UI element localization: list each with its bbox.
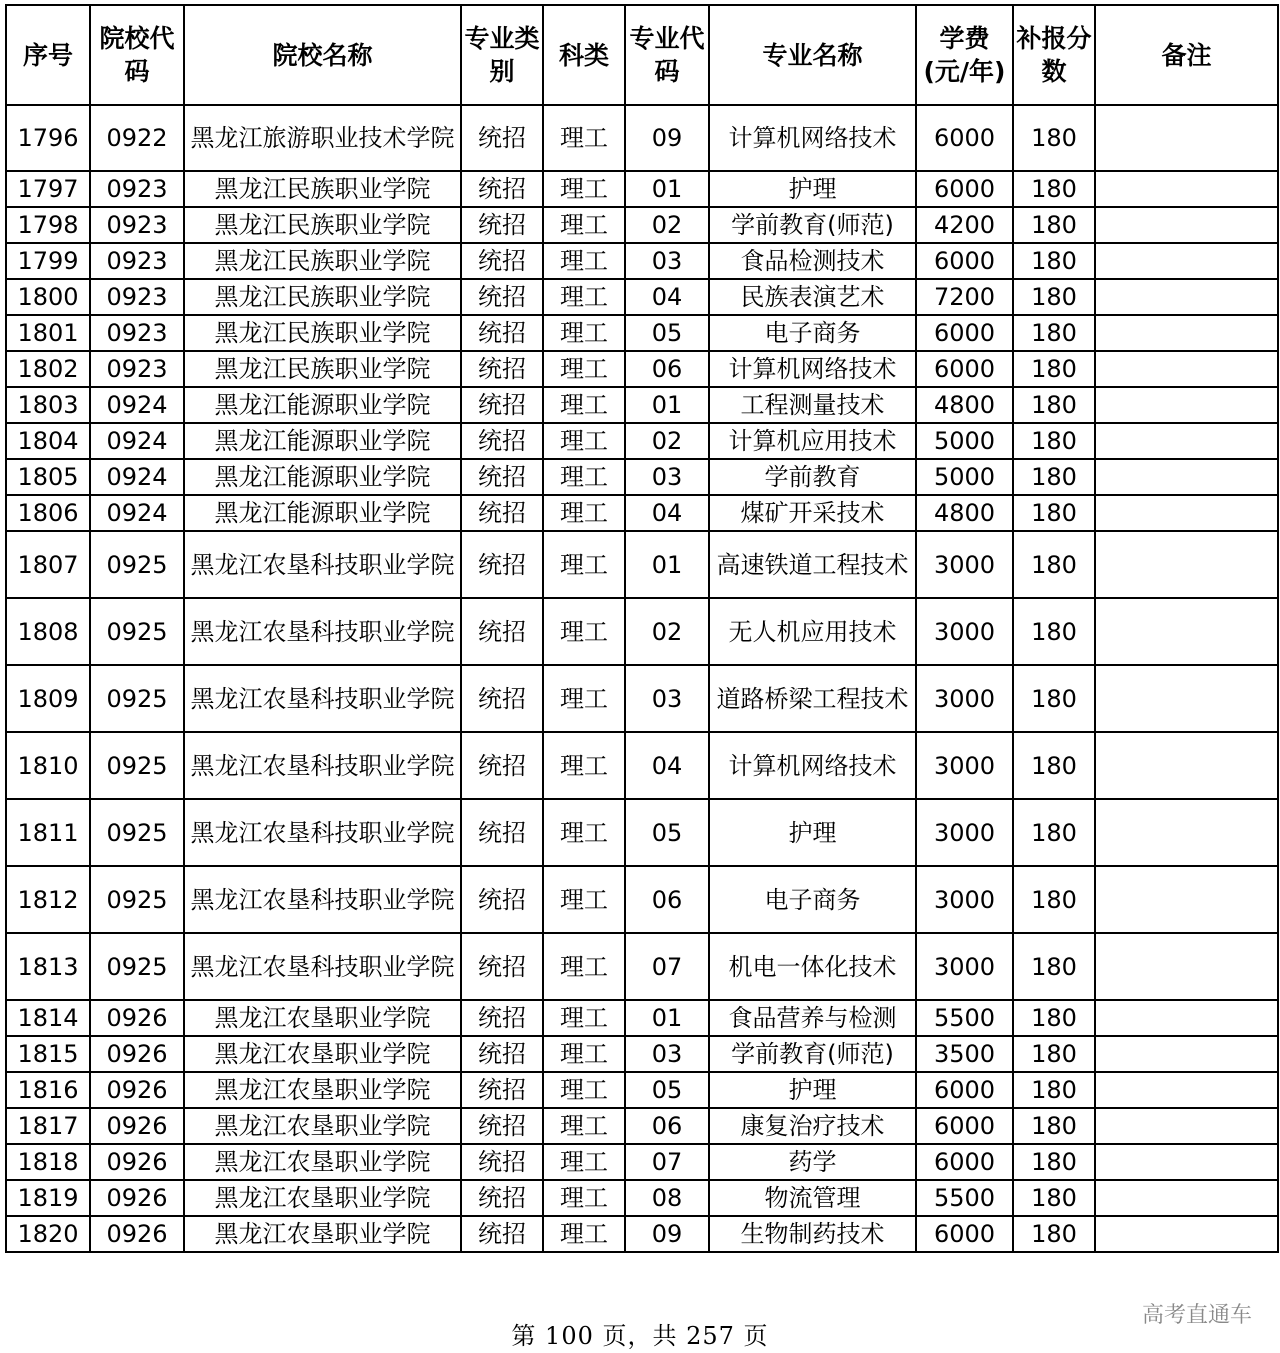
cell-remarks: [1095, 207, 1278, 243]
cell-major-code: 07: [625, 933, 709, 1000]
header-major-type: 专业类别: [461, 5, 543, 105]
cell-major-code: 01: [625, 387, 709, 423]
cell-tuition: 6000: [916, 1072, 1013, 1108]
cell-school-code: 0926: [90, 1180, 184, 1216]
header-school-name: 院校名称: [184, 5, 461, 105]
cell-seq: 1804: [6, 423, 90, 459]
table-row: [6, 531, 1278, 598]
cell-score: 180: [1013, 866, 1095, 933]
cell-category: 理工: [543, 171, 625, 207]
cell-seq: 1796: [6, 105, 90, 171]
cell-major-type: 统招: [461, 171, 543, 207]
cell-school-name: 黑龙江农垦科技职业学院: [184, 732, 461, 799]
cell-category: 理工: [543, 1108, 625, 1144]
cell-category: 理工: [543, 495, 625, 531]
cell-major-code: 04: [625, 495, 709, 531]
cell-seq: 1808: [6, 598, 90, 665]
cell-school-code: 0924: [90, 495, 184, 531]
cell-category: 理工: [543, 1000, 625, 1036]
cell-remarks: [1095, 531, 1278, 598]
cell-major-code: 04: [625, 732, 709, 799]
cell-school-name: 黑龙江民族职业学院: [184, 171, 461, 207]
table-row: [6, 866, 1278, 933]
cell-category: 理工: [543, 1144, 625, 1180]
cell-major-type: 统招: [461, 387, 543, 423]
cell-major-name: 计算机网络技术: [709, 732, 916, 799]
cell-school-code: 0925: [90, 799, 184, 866]
cell-school-code: 0925: [90, 933, 184, 1000]
cell-tuition: 6000: [916, 315, 1013, 351]
cell-score: 180: [1013, 495, 1095, 531]
table-row: [6, 1072, 1278, 1108]
cell-tuition: 3000: [916, 799, 1013, 866]
cell-remarks: [1095, 423, 1278, 459]
cell-school-name: 黑龙江农垦科技职业学院: [184, 933, 461, 1000]
page-number: 第 100 页，共 257 页: [511, 1322, 769, 1350]
cell-tuition: 7200: [916, 279, 1013, 315]
cell-school-name: 黑龙江农垦科技职业学院: [184, 531, 461, 598]
cell-score: 180: [1013, 1036, 1095, 1072]
cell-score: 180: [1013, 243, 1095, 279]
table-row: [6, 1108, 1278, 1144]
table-row: [6, 1144, 1278, 1180]
header-tuition: 学费(元/年): [916, 5, 1013, 105]
table-row: [6, 1180, 1278, 1216]
cell-tuition: 3000: [916, 598, 1013, 665]
cell-major-code: 04: [625, 279, 709, 315]
cell-school-code: 0925: [90, 732, 184, 799]
cell-school-name: 黑龙江农垦科技职业学院: [184, 665, 461, 732]
cell-tuition: 6000: [916, 1144, 1013, 1180]
table-row: [6, 315, 1278, 351]
cell-tuition: 6000: [916, 351, 1013, 387]
cell-tuition: 3000: [916, 933, 1013, 1000]
cell-major-name: 学前教育(师范): [709, 207, 916, 243]
cell-school-name: 黑龙江能源职业学院: [184, 459, 461, 495]
cell-school-code: 0926: [90, 1216, 184, 1252]
cell-score: 180: [1013, 665, 1095, 732]
table-row: [6, 1036, 1278, 1072]
cell-remarks: [1095, 732, 1278, 799]
cell-major-code: 05: [625, 799, 709, 866]
cell-category: 理工: [543, 1180, 625, 1216]
cell-tuition: 3000: [916, 732, 1013, 799]
cell-seq: 1814: [6, 1000, 90, 1036]
cell-school-code: 0926: [90, 1072, 184, 1108]
cell-major-name: 工程测量技术: [709, 387, 916, 423]
cell-major-type: 统招: [461, 732, 543, 799]
cell-category: 理工: [543, 665, 625, 732]
cell-seq: 1818: [6, 1144, 90, 1180]
cell-tuition: 3000: [916, 665, 1013, 732]
cell-score: 180: [1013, 351, 1095, 387]
cell-school-code: 0925: [90, 531, 184, 598]
cell-major-name: 药学: [709, 1144, 916, 1180]
cell-score: 180: [1013, 531, 1095, 598]
cell-major-type: 统招: [461, 598, 543, 665]
cell-category: 理工: [543, 387, 625, 423]
cell-seq: 1815: [6, 1036, 90, 1072]
cell-seq: 1820: [6, 1216, 90, 1252]
cell-major-name: 道路桥梁工程技术: [709, 665, 916, 732]
table-row: [6, 459, 1278, 495]
cell-tuition: 5500: [916, 1180, 1013, 1216]
cell-major-type: 统招: [461, 1108, 543, 1144]
cell-major-name: 学前教育(师范): [709, 1036, 916, 1072]
cell-major-name: 食品营养与检测: [709, 1000, 916, 1036]
header-major-name: 专业名称: [709, 5, 916, 105]
cell-major-name: 电子商务: [709, 315, 916, 351]
cell-remarks: [1095, 279, 1278, 315]
cell-major-code: 01: [625, 531, 709, 598]
cell-major-type: 统招: [461, 1036, 543, 1072]
cell-seq: 1809: [6, 665, 90, 732]
cell-major-name: 计算机应用技术: [709, 423, 916, 459]
table-row: [6, 598, 1278, 665]
cell-category: 理工: [543, 351, 625, 387]
cell-remarks: [1095, 351, 1278, 387]
cell-score: 180: [1013, 423, 1095, 459]
cell-tuition: 5000: [916, 423, 1013, 459]
cell-remarks: [1095, 243, 1278, 279]
cell-major-type: 统招: [461, 459, 543, 495]
cell-major-type: 统招: [461, 495, 543, 531]
cell-score: 180: [1013, 933, 1095, 1000]
cell-major-code: 02: [625, 423, 709, 459]
cell-seq: 1800: [6, 279, 90, 315]
cell-major-name: 物流管理: [709, 1180, 916, 1216]
cell-category: 理工: [543, 279, 625, 315]
table-row: [6, 665, 1278, 732]
cell-major-code: 06: [625, 1108, 709, 1144]
cell-tuition: 6000: [916, 1108, 1013, 1144]
cell-score: 180: [1013, 799, 1095, 866]
cell-major-code: 05: [625, 1072, 709, 1108]
cell-school-code: 0926: [90, 1108, 184, 1144]
table-row: [6, 1000, 1278, 1036]
cell-school-name: 黑龙江农垦职业学院: [184, 1180, 461, 1216]
cell-major-type: 统招: [461, 207, 543, 243]
cell-major-type: 统招: [461, 423, 543, 459]
cell-tuition: 4200: [916, 207, 1013, 243]
cell-category: 理工: [543, 866, 625, 933]
cell-major-type: 统招: [461, 933, 543, 1000]
table-row: [6, 732, 1278, 799]
cell-category: 理工: [543, 207, 625, 243]
cell-school-name: 黑龙江民族职业学院: [184, 279, 461, 315]
cell-seq: 1803: [6, 387, 90, 423]
cell-school-code: 0922: [90, 105, 184, 171]
cell-tuition: 6000: [916, 105, 1013, 171]
cell-seq: 1806: [6, 495, 90, 531]
cell-school-code: 0923: [90, 351, 184, 387]
cell-seq: 1811: [6, 799, 90, 866]
cell-major-name: 护理: [709, 1072, 916, 1108]
cell-school-code: 0923: [90, 243, 184, 279]
cell-major-type: 统招: [461, 665, 543, 732]
header-major-code: 专业代码: [625, 5, 709, 105]
cell-school-name: 黑龙江农垦职业学院: [184, 1144, 461, 1180]
table-row: [6, 799, 1278, 866]
cell-tuition: 5500: [916, 1000, 1013, 1036]
cell-tuition: 4800: [916, 387, 1013, 423]
cell-major-code: 06: [625, 866, 709, 933]
cell-category: 理工: [543, 933, 625, 1000]
cell-major-name: 食品检测技术: [709, 243, 916, 279]
cell-score: 180: [1013, 171, 1095, 207]
cell-school-name: 黑龙江能源职业学院: [184, 423, 461, 459]
cell-school-name: 黑龙江民族职业学院: [184, 243, 461, 279]
header-score: 补报分数: [1013, 5, 1095, 105]
table-body: [6, 105, 1278, 1252]
cell-major-type: 统招: [461, 866, 543, 933]
cell-tuition: 3500: [916, 1036, 1013, 1072]
cell-major-code: 01: [625, 1000, 709, 1036]
cell-category: 理工: [543, 459, 625, 495]
cell-category: 理工: [543, 1216, 625, 1252]
cell-major-name: 电子商务: [709, 866, 916, 933]
table-row: [6, 387, 1278, 423]
cell-remarks: [1095, 105, 1278, 171]
cell-category: 理工: [543, 423, 625, 459]
cell-remarks: [1095, 866, 1278, 933]
cell-major-type: 统招: [461, 799, 543, 866]
cell-score: 180: [1013, 315, 1095, 351]
admissions-table: [5, 4, 1279, 1253]
cell-school-code: 0923: [90, 279, 184, 315]
cell-school-code: 0925: [90, 665, 184, 732]
cell-remarks: [1095, 1180, 1278, 1216]
cell-major-name: 康复治疗技术: [709, 1108, 916, 1144]
cell-major-type: 统招: [461, 1000, 543, 1036]
cell-school-code: 0924: [90, 459, 184, 495]
cell-tuition: 6000: [916, 243, 1013, 279]
cell-category: 理工: [543, 243, 625, 279]
cell-school-name: 黑龙江农垦职业学院: [184, 1216, 461, 1252]
cell-category: 理工: [543, 315, 625, 351]
cell-score: 180: [1013, 598, 1095, 665]
cell-remarks: [1095, 1072, 1278, 1108]
cell-tuition: 5000: [916, 459, 1013, 495]
cell-school-code: 0924: [90, 387, 184, 423]
cell-remarks: [1095, 1108, 1278, 1144]
cell-major-type: 统招: [461, 279, 543, 315]
cell-major-code: 05: [625, 315, 709, 351]
cell-school-name: 黑龙江农垦科技职业学院: [184, 866, 461, 933]
table-row: [6, 351, 1278, 387]
cell-school-name: 黑龙江农垦科技职业学院: [184, 598, 461, 665]
table-header-row: [6, 5, 1278, 105]
cell-seq: 1798: [6, 207, 90, 243]
cell-major-code: 06: [625, 351, 709, 387]
cell-seq: 1819: [6, 1180, 90, 1216]
table-row: [6, 933, 1278, 1000]
cell-major-code: 09: [625, 105, 709, 171]
cell-school-code: 0925: [90, 598, 184, 665]
cell-major-name: 学前教育: [709, 459, 916, 495]
table-row: [6, 207, 1278, 243]
cell-score: 180: [1013, 387, 1095, 423]
cell-major-code: 03: [625, 243, 709, 279]
cell-school-name: 黑龙江农垦职业学院: [184, 1000, 461, 1036]
cell-major-name: 民族表演艺术: [709, 279, 916, 315]
cell-score: 180: [1013, 459, 1095, 495]
cell-category: 理工: [543, 105, 625, 171]
cell-school-name: 黑龙江能源职业学院: [184, 387, 461, 423]
cell-major-type: 统招: [461, 105, 543, 171]
cell-school-name: 黑龙江农垦职业学院: [184, 1036, 461, 1072]
cell-remarks: [1095, 933, 1278, 1000]
cell-seq: 1810: [6, 732, 90, 799]
cell-tuition: 6000: [916, 171, 1013, 207]
cell-tuition: 6000: [916, 1216, 1013, 1252]
table-row: [6, 171, 1278, 207]
table-row: [6, 1216, 1278, 1252]
cell-school-name: 黑龙江农垦职业学院: [184, 1108, 461, 1144]
cell-remarks: [1095, 1036, 1278, 1072]
cell-seq: 1812: [6, 866, 90, 933]
table-row: [6, 105, 1278, 171]
cell-seq: 1816: [6, 1072, 90, 1108]
cell-major-code: 09: [625, 1216, 709, 1252]
cell-seq: 1817: [6, 1108, 90, 1144]
cell-school-code: 0925: [90, 866, 184, 933]
cell-school-code: 0924: [90, 423, 184, 459]
cell-tuition: 3000: [916, 531, 1013, 598]
cell-category: 理工: [543, 732, 625, 799]
cell-tuition: 4800: [916, 495, 1013, 531]
cell-school-name: 黑龙江农垦职业学院: [184, 1072, 461, 1108]
cell-remarks: [1095, 315, 1278, 351]
header-remarks: 备注: [1095, 5, 1278, 105]
cell-seq: 1799: [6, 243, 90, 279]
cell-category: 理工: [543, 531, 625, 598]
cell-major-name: 护理: [709, 171, 916, 207]
cell-remarks: [1095, 598, 1278, 665]
cell-remarks: [1095, 799, 1278, 866]
cell-school-code: 0926: [90, 1036, 184, 1072]
table-row: [6, 423, 1278, 459]
header-school-code: 院校代码: [90, 5, 184, 105]
header-seq: 序号: [6, 5, 90, 105]
cell-school-name: 黑龙江民族职业学院: [184, 207, 461, 243]
cell-major-type: 统招: [461, 1216, 543, 1252]
cell-major-name: 生物制药技术: [709, 1216, 916, 1252]
cell-major-name: 机电一体化技术: [709, 933, 916, 1000]
table-row: [6, 495, 1278, 531]
cell-remarks: [1095, 1216, 1278, 1252]
table-row: [6, 243, 1278, 279]
cell-seq: 1807: [6, 531, 90, 598]
cell-score: 180: [1013, 279, 1095, 315]
cell-remarks: [1095, 1144, 1278, 1180]
cell-score: 180: [1013, 1216, 1095, 1252]
cell-remarks: [1095, 171, 1278, 207]
cell-score: 180: [1013, 1000, 1095, 1036]
header-category: 科类: [543, 5, 625, 105]
cell-score: 180: [1013, 105, 1095, 171]
cell-major-code: 03: [625, 459, 709, 495]
cell-school-name: 黑龙江能源职业学院: [184, 495, 461, 531]
cell-major-code: 02: [625, 207, 709, 243]
cell-major-code: 02: [625, 598, 709, 665]
cell-seq: 1813: [6, 933, 90, 1000]
cell-major-code: 03: [625, 665, 709, 732]
cell-major-name: 煤矿开采技术: [709, 495, 916, 531]
cell-major-type: 统招: [461, 1144, 543, 1180]
cell-major-name: 无人机应用技术: [709, 598, 916, 665]
cell-major-name: 高速铁道工程技术: [709, 531, 916, 598]
cell-seq: 1805: [6, 459, 90, 495]
table-row: [6, 279, 1278, 315]
cell-school-code: 0926: [90, 1144, 184, 1180]
cell-remarks: [1095, 387, 1278, 423]
cell-major-type: 统招: [461, 531, 543, 598]
cell-major-type: 统招: [461, 1180, 543, 1216]
cell-category: 理工: [543, 1036, 625, 1072]
cell-seq: 1802: [6, 351, 90, 387]
cell-school-name: 黑龙江农垦科技职业学院: [184, 799, 461, 866]
cell-school-code: 0923: [90, 171, 184, 207]
cell-score: 180: [1013, 732, 1095, 799]
cell-school-code: 0923: [90, 315, 184, 351]
cell-major-name: 计算机网络技术: [709, 105, 916, 171]
cell-major-type: 统招: [461, 315, 543, 351]
cell-tuition: 3000: [916, 866, 1013, 933]
cell-seq: 1801: [6, 315, 90, 351]
cell-major-type: 统招: [461, 1072, 543, 1108]
cell-school-name: 黑龙江民族职业学院: [184, 315, 461, 351]
cell-school-name: 黑龙江民族职业学院: [184, 351, 461, 387]
watermark: 高考直通车: [1141, 1303, 1252, 1328]
cell-major-type: 统招: [461, 351, 543, 387]
cell-school-code: 0923: [90, 207, 184, 243]
cell-remarks: [1095, 459, 1278, 495]
cell-major-code: 07: [625, 1144, 709, 1180]
cell-score: 180: [1013, 1108, 1095, 1144]
cell-major-name: 护理: [709, 799, 916, 866]
cell-major-code: 03: [625, 1036, 709, 1072]
cell-major-code: 08: [625, 1180, 709, 1216]
cell-school-name: 黑龙江旅游职业技术学院: [184, 105, 461, 171]
cell-remarks: [1095, 665, 1278, 732]
cell-category: 理工: [543, 598, 625, 665]
cell-major-name: 计算机网络技术: [709, 351, 916, 387]
cell-remarks: [1095, 1000, 1278, 1036]
cell-score: 180: [1013, 207, 1095, 243]
cell-major-code: 01: [625, 171, 709, 207]
cell-seq: 1797: [6, 171, 90, 207]
cell-remarks: [1095, 495, 1278, 531]
cell-score: 180: [1013, 1144, 1095, 1180]
cell-score: 180: [1013, 1180, 1095, 1216]
cell-category: 理工: [543, 799, 625, 866]
cell-score: 180: [1013, 1072, 1095, 1108]
cell-category: 理工: [543, 1072, 625, 1108]
cell-major-type: 统招: [461, 243, 543, 279]
cell-school-code: 0926: [90, 1000, 184, 1036]
